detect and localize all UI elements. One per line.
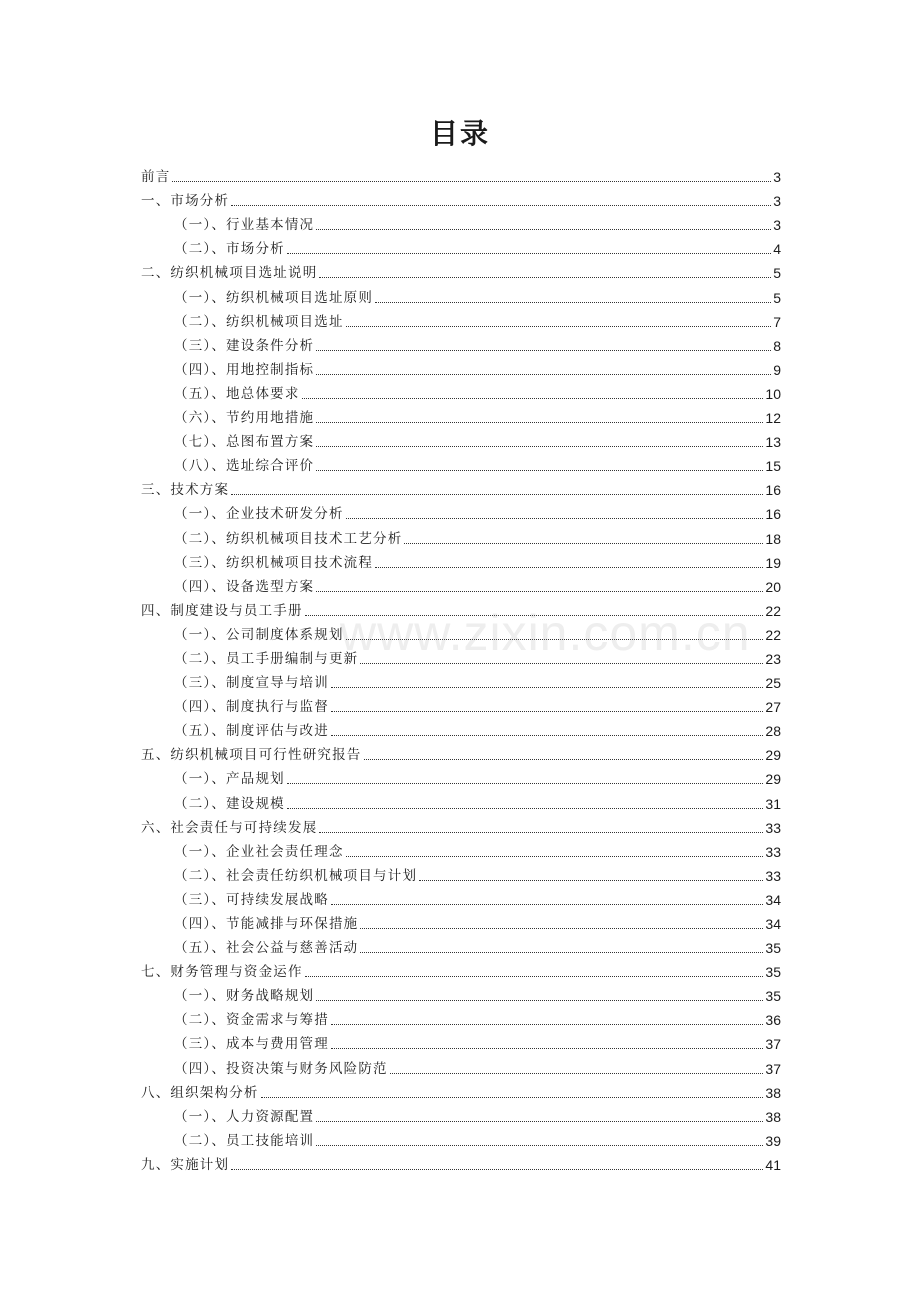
toc-entry-subsection[interactable] (141, 307, 781, 331)
toc-dot-leader (316, 1145, 763, 1146)
toc-entry-label: （七）、总图布置方案 (174, 434, 315, 451)
toc-dot-leader (231, 205, 771, 206)
toc-entry-page-number: 34 (765, 916, 781, 932)
toc-dot-leader (316, 1000, 763, 1001)
toc-entry-subsection[interactable] (141, 379, 781, 403)
toc-entry-label: （四）、投资决策与财务风险防范 (174, 1060, 388, 1077)
toc-dot-leader (316, 350, 771, 351)
toc-entry-label: （二）、建设规模 (174, 795, 285, 812)
toc-dot-leader (316, 229, 771, 230)
toc-entry-subsection[interactable] (141, 1126, 781, 1150)
toc-dot-leader (316, 374, 771, 375)
toc-dot-leader (346, 326, 772, 327)
toc-dot-leader (231, 494, 763, 495)
toc-entry-page-number: 12 (765, 410, 781, 427)
toc-entry-subsection[interactable] (141, 234, 781, 258)
toc-entry-page-number: 28 (765, 723, 781, 740)
toc-dot-leader (231, 1169, 763, 1170)
toc-entry-subsection[interactable] (141, 1102, 781, 1126)
toc-entry-label: （二）、员工手册编制与更新 (174, 650, 359, 667)
toc-dot-leader (364, 759, 764, 760)
toc-entry-page-number: 4 (773, 241, 781, 258)
toc-entry-page-number: 41 (765, 1156, 781, 1173)
toc-dot-leader (302, 398, 764, 399)
toc-entry-label: （四）、节能减排与环保措施 (174, 916, 359, 932)
toc-dot-leader (331, 687, 763, 688)
toc-entry-label: （三）、制度宣导与培训 (174, 675, 329, 692)
toc-entry-label: （一）、产品规划 (174, 771, 285, 788)
toc-dot-leader (316, 1121, 763, 1122)
toc-title: 目录 (429, 117, 490, 150)
toc-dot-leader (346, 518, 764, 519)
toc-entry-subsection[interactable] (141, 572, 781, 596)
toc-dot-leader (316, 422, 763, 423)
toc-entry-page-number: 23 (765, 650, 781, 667)
toc-entry-page-number: 3 (773, 193, 781, 210)
toc-entry-subsection[interactable] (141, 282, 781, 306)
toc-entry-page-number: 33 (765, 843, 781, 860)
toc-entry-label: （一）、企业社会责任理念 (174, 843, 344, 860)
toc-dot-leader (316, 446, 763, 447)
toc-entry-page-number: 9 (773, 361, 781, 378)
toc-dot-leader (316, 591, 763, 592)
toc-entry-subsection[interactable] (141, 523, 781, 547)
toc-entry-page-number: 16 (765, 506, 781, 523)
toc-entry-page-number: 20 (765, 578, 781, 595)
toc-entry-subsection[interactable] (141, 716, 781, 740)
toc-entry-label: （五）、社会公益与慈善活动 (174, 940, 359, 957)
toc-entry-section[interactable] (141, 1078, 781, 1102)
toc-entry-subsection[interactable] (141, 692, 781, 716)
toc-entry-subsection[interactable] (141, 210, 781, 234)
toc-entry-label: 八、组织架构分析 (141, 1084, 259, 1101)
toc-dot-leader (319, 277, 771, 278)
toc-entry-label: 一、市场分析 (141, 193, 230, 210)
toc-dot-leader (360, 928, 763, 929)
toc-entry-label: （五）、制度评估与改进 (174, 723, 329, 740)
toc-dot-leader (390, 1073, 764, 1074)
toc-dot-leader (360, 952, 763, 953)
toc-dot-leader (287, 783, 764, 784)
toc-entry-section[interactable] (141, 162, 781, 186)
toc-entry-subsection[interactable] (141, 837, 781, 861)
toc-entry-label: （二）、员工技能培训 (174, 1132, 315, 1149)
toc-entry-page-number: 29 (765, 771, 781, 788)
watermark: www.zixin.com.cn (340, 605, 751, 661)
toc-entry-section[interactable] (141, 813, 781, 837)
toc-entry-section[interactable] (141, 258, 781, 282)
toc-entry-label: （三）、成本与费用管理 (174, 1036, 329, 1053)
toc-entry-subsection[interactable] (141, 355, 781, 379)
toc-entry-label: （六）、节约用地措施 (174, 410, 315, 427)
toc-dot-leader (404, 543, 763, 544)
toc-entry-label: （一）、行业基本情况 (174, 217, 315, 234)
toc-entry-label: 六、社会责任与可持续发展 (141, 819, 318, 836)
toc-entry-label: （一）、人力资源配置 (174, 1108, 315, 1125)
toc-entry-subsection[interactable] (141, 933, 781, 957)
toc-entry-page-number: 3 (773, 217, 781, 234)
toc-entry-page-number: 29 (765, 747, 781, 764)
toc-entry-label: （二）、纺织机械项目选址 (174, 313, 344, 330)
toc-entry-subsection[interactable] (141, 548, 781, 572)
toc-entry-label: （四）、设备选型方案 (174, 578, 315, 595)
toc-entry-page-number: 39 (765, 1132, 781, 1149)
toc-entry-subsection[interactable] (141, 499, 781, 523)
toc-entry-subsection[interactable] (141, 885, 781, 909)
toc-entry-page-number: 22 (765, 626, 781, 643)
toc-entry-label: （二）、纺织机械项目技术工艺分析 (174, 530, 403, 547)
toc-entry-page-number: 31 (765, 795, 781, 812)
toc-entry-label: （五）、地总体要求 (174, 385, 300, 402)
toc-entry-page-number: 19 (765, 554, 781, 571)
toc-entry-label: （二）、资金需求与筹措 (174, 1012, 329, 1029)
toc-entry-page-number: 16 (765, 482, 781, 499)
toc-entry-label: （三）、建设条件分析 (174, 337, 315, 354)
toc-entry-page-number: 35 (765, 988, 781, 1005)
toc-entry-page-number: 37 (765, 1036, 781, 1053)
toc-entry-label: 四、制度建设与员工手册 (141, 602, 303, 619)
toc-entry-subsection[interactable] (141, 620, 781, 644)
toc-entry-label: 三、技术方案 (141, 482, 230, 499)
toc-dot-leader (172, 181, 771, 182)
toc-entry-subsection[interactable] (141, 1005, 781, 1029)
toc-entry-section[interactable] (141, 740, 781, 764)
toc-entry-page-number: 35 (765, 940, 781, 957)
toc-dot-leader (331, 1024, 763, 1025)
toc-entry-page-number: 15 (765, 458, 781, 475)
toc-entry-section[interactable] (141, 186, 781, 210)
toc-entry-label: （二）、市场分析 (174, 241, 285, 258)
toc-entry-subsection[interactable] (141, 331, 781, 355)
toc-entry-label: 七、财务管理与资金运作 (141, 964, 303, 981)
toc-dot-leader (305, 615, 764, 616)
toc-dot-leader (375, 567, 763, 568)
toc-dot-leader (360, 663, 763, 664)
toc-dot-leader (287, 253, 771, 254)
toc-entry-label: （一）、企业技术研发分析 (174, 506, 344, 523)
toc-entry-label: 前言 (141, 169, 171, 186)
toc-entry-subsection[interactable] (141, 788, 781, 812)
toc-dot-leader (331, 904, 763, 905)
toc-entry-label: 九、实施计划 (141, 1156, 230, 1173)
toc-entry-page-number: 36 (765, 1012, 781, 1029)
toc-entry-page-number: 13 (765, 434, 781, 451)
toc-dot-leader (331, 1048, 763, 1049)
toc-dot-leader (319, 832, 763, 833)
toc-entry-page-number: 22 (765, 602, 781, 619)
toc-dot-leader (375, 302, 771, 303)
toc-entry-subsection[interactable] (141, 668, 781, 692)
toc-entry-label: （一）、财务战略规划 (174, 988, 315, 1005)
toc-entry-label: （三）、纺织机械项目技术流程 (174, 554, 374, 571)
toc-entry-subsection[interactable] (141, 644, 781, 668)
toc-entry-subsection[interactable] (141, 1029, 781, 1053)
toc-entry-page-number: 8 (773, 337, 781, 354)
toc-entry-page-number: 10 (765, 385, 781, 402)
toc-entry-subsection[interactable] (141, 451, 781, 475)
toc-entry-page-number: 33 (765, 867, 781, 884)
toc-dot-leader (305, 976, 764, 977)
toc-dot-leader (331, 735, 763, 736)
toc-entry-section[interactable] (141, 596, 781, 620)
toc-entry-page-number: 37 (765, 1060, 781, 1077)
toc-entry-page-number: 38 (765, 1108, 781, 1125)
toc-dot-leader (287, 808, 764, 809)
toc-entry-page-number: 3 (773, 169, 781, 186)
toc-dot-leader (331, 711, 763, 712)
toc-entry-page-number: 34 (765, 891, 781, 908)
toc-entry-page-number: 7 (773, 313, 781, 330)
toc-list (141, 162, 781, 1174)
toc-entry-label: （三）、可持续发展战略 (174, 891, 329, 908)
toc-entry-subsection[interactable] (141, 403, 781, 427)
toc-entry-label: （一）、公司制度体系规划 (174, 626, 344, 643)
toc-entry-page-number: 27 (765, 699, 781, 716)
toc-entry-section[interactable] (141, 475, 781, 499)
toc-entry-page-number: 38 (765, 1084, 781, 1101)
toc-entry-label: （八）、选址综合评价 (174, 458, 315, 475)
toc-dot-leader (346, 639, 764, 640)
toc-dot-leader (316, 470, 763, 471)
toc-entry-section[interactable] (141, 957, 781, 981)
toc-entry-page-number: 5 (773, 265, 781, 282)
toc-entry-subsection[interactable] (141, 981, 781, 1005)
toc-entry-page-number: 5 (773, 289, 781, 306)
toc-entry-subsection[interactable] (141, 427, 781, 451)
toc-entry-subsection[interactable] (141, 764, 781, 788)
toc-entry-label: 二、纺织机械项目选址说明 (141, 265, 318, 282)
toc-entry-label: 五、纺织机械项目可行性研究报告 (141, 747, 362, 764)
toc-entry-subsection[interactable] (141, 1053, 781, 1077)
toc-entry-section[interactable] (141, 1150, 781, 1174)
toc-entry-page-number: 35 (765, 964, 781, 981)
toc-entry-label: （四）、制度执行与监督 (174, 699, 329, 716)
toc-entry-subsection[interactable] (141, 909, 781, 933)
toc-entry-page-number: 18 (765, 530, 781, 547)
toc-entry-label: （一）、纺织机械项目选址原则 (174, 289, 374, 306)
toc-dot-leader (261, 1097, 764, 1098)
toc-entry-page-number: 25 (765, 675, 781, 692)
toc-entry-subsection[interactable] (141, 861, 781, 885)
toc-entry-page-number: 33 (765, 819, 781, 836)
toc-entry-label: （二）、社会责任纺织机械项目与计划 (174, 867, 418, 884)
toc-entry-label: （四）、用地控制指标 (174, 361, 315, 378)
toc-dot-leader (346, 856, 764, 857)
toc-dot-leader (419, 880, 763, 881)
